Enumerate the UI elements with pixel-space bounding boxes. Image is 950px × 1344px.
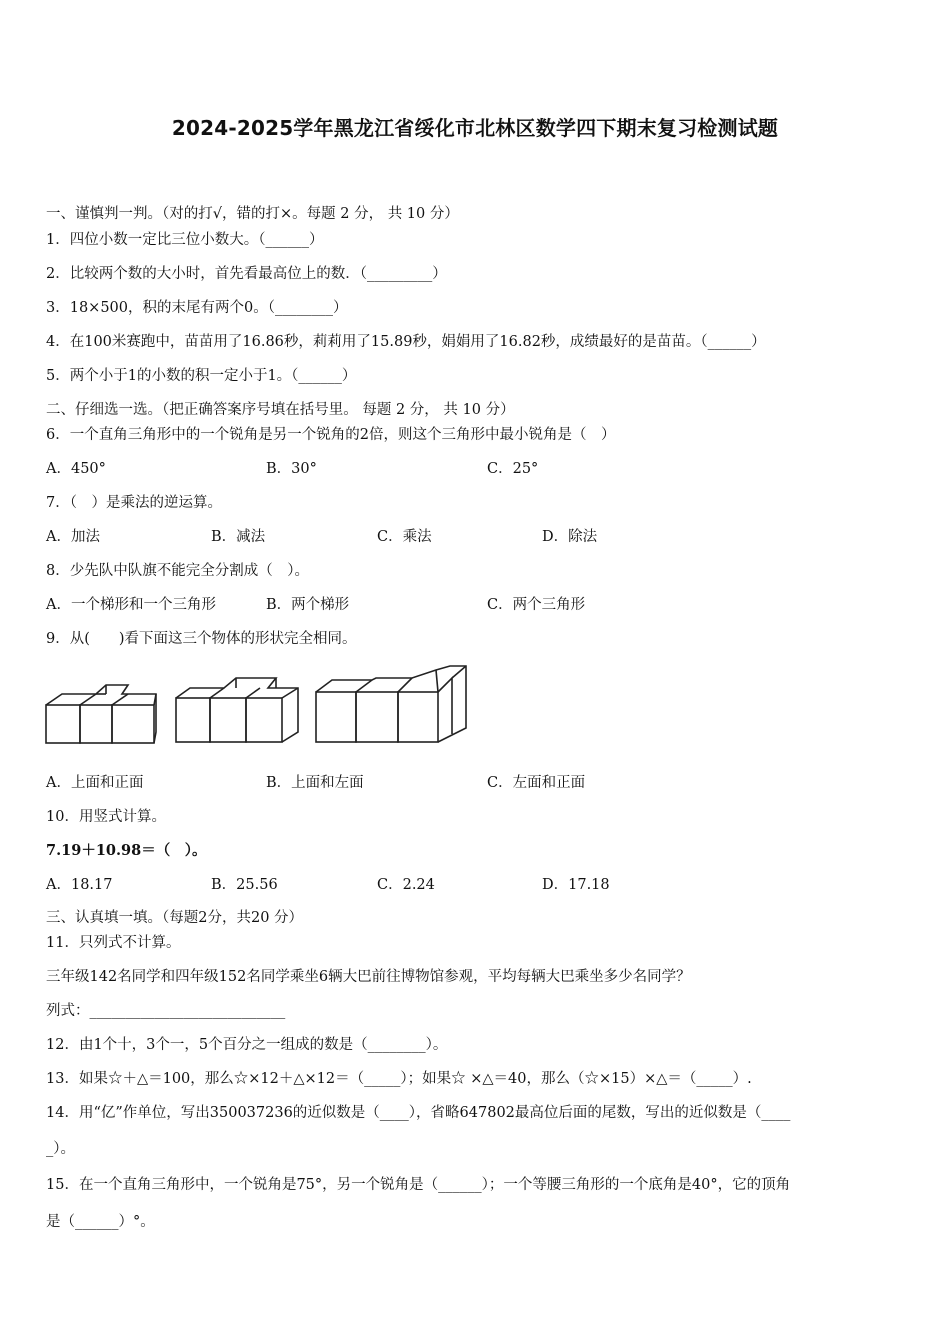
question-15: 15．在一个直角三角形中，一个锐角是75°，另一个锐角是（______）；一个等腰三角形的一个底角是40°，它的顶角 bbox=[46, 1177, 791, 1193]
question-12: 12．由1个十，3个一，5个百分之一组成的数是（________）。 bbox=[46, 1037, 448, 1053]
q11-text: 三年级142名同学和四年级152名同学乘坐6辆大巴前往博物馆参观，平均每辆大巴乘坐多少名同学？ bbox=[46, 969, 691, 985]
question-11: 11．只列式不计算。 bbox=[46, 935, 181, 951]
q6-option-c: C．25° bbox=[487, 461, 539, 477]
question-9: 9．从( )看下面这三个物体的形状完全相同。 bbox=[46, 631, 357, 647]
q7-option-b: B．减法 bbox=[211, 529, 266, 545]
question-8: 8．少先队中队旗不能完全分割成（ ）。 bbox=[46, 563, 309, 579]
question-10: 10．用竖式计算。 bbox=[46, 809, 166, 825]
cube-figure-2 bbox=[176, 678, 298, 742]
q7-option-a: A．加法 bbox=[46, 529, 100, 545]
q11-answer-line: 列式：___________________________ bbox=[46, 1003, 286, 1019]
question-6: 6．一个直角三角形中的一个锐角是另一个锐角的2倍，则这个三角形中最小锐角是（ ） bbox=[46, 427, 616, 443]
q8-option-a: A．一个梯形和一个三角形 bbox=[46, 597, 216, 613]
q10-option-b: B．25.56 bbox=[211, 877, 278, 893]
question-1: 1．四位小数一定比三位小数大。（______） bbox=[46, 232, 324, 248]
q9-option-a: A．上面和正面 bbox=[46, 775, 144, 791]
question-3: 3．18×500，积的末尾有两个0。（________） bbox=[46, 300, 348, 316]
q6-option-b: B．30° bbox=[266, 461, 317, 477]
q7-option-c: C．乘法 bbox=[377, 529, 432, 545]
question-15-cont: 是（______）°。 bbox=[46, 1214, 155, 1230]
q9-option-c: C．左面和正面 bbox=[487, 775, 586, 791]
question-7: 7．（ ）是乘法的逆运算。 bbox=[46, 495, 222, 511]
q8-option-c: C．两个三角形 bbox=[487, 597, 586, 613]
q8-option-b: B．两个梯形 bbox=[266, 597, 350, 613]
q10-option-a: A．18.17 bbox=[46, 877, 113, 893]
section3-header: 三、认真填一填。（每题2分，共20 分） bbox=[46, 910, 304, 926]
q6-option-a: A．450° bbox=[46, 461, 106, 477]
cube-figure-1 bbox=[46, 685, 156, 743]
question-14-cont: _）。 bbox=[46, 1141, 75, 1157]
page-title: 2024-2025学年黑龙江省绥化市北林区数学四下期末复习检测试题 bbox=[171, 116, 779, 140]
q10-option-d: D．17.18 bbox=[542, 877, 610, 893]
cube-figures bbox=[40, 660, 480, 755]
question-4: 4．在100米赛跑中，苗苗用了16.86秒，莉莉用了15.89秒，娟娟用了16.82秒，成绩最好的是苗苗。（______） bbox=[46, 334, 766, 350]
cube-figure-3 bbox=[316, 666, 466, 742]
question-5: 5．两个小于1的小数的积一定小于1。（______） bbox=[46, 368, 357, 384]
section1-header: 一、谨慎判一判。（对的打√，错的打×。每题 2 分， 共 10 分） bbox=[46, 206, 459, 222]
q9-option-b: B．上面和左面 bbox=[266, 775, 364, 791]
question-14: 14．用“亿”作单位，写出350037236的近似数是（____），省略647802最高位后面的尾数，写出的近似数是（____ bbox=[46, 1105, 791, 1121]
section2-header: 二、仔细选一选。（把正确答案序号填在括号里。 每题 2 分， 共 10 分） bbox=[46, 402, 515, 418]
q7-option-d: D．除法 bbox=[542, 529, 598, 545]
question-2: 2．比较两个数的大小时，首先看最高位上的数．（_________） bbox=[46, 266, 447, 282]
q10-option-c: C．2.24 bbox=[377, 877, 435, 893]
question-13: 13．如果☆＋△＝100，那么☆×12＋△×12＝（_____）；如果☆ ×△＝40，那么（☆×15）×△＝（_____）. bbox=[46, 1071, 752, 1087]
q10-expression: 7.19＋10.98＝（ ）。 bbox=[46, 842, 207, 859]
